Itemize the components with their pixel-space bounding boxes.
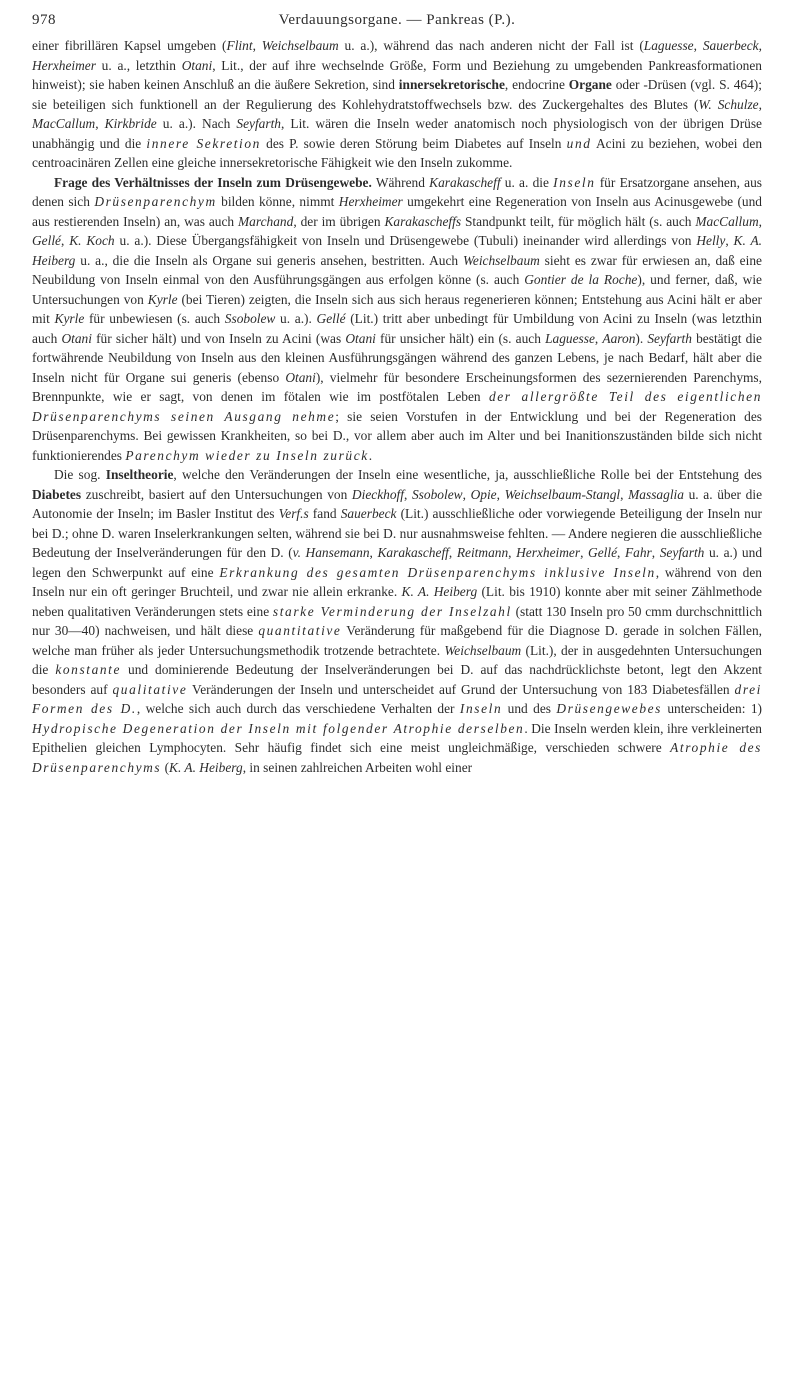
author-name: Kyrle [147, 291, 178, 307]
text-run: , [580, 545, 589, 560]
text-run: , während von den Inseln nur ein oft geringer Bruchteil, und zwar nie allein erkranke. [32, 564, 762, 599]
text-run: . Die Inseln werden klein, ihre verkleinerten Epithelien gleichen Lymphocyten. Sehr häufig findet sich eine meist ungleichmäßige, verschieden schwere [32, 720, 762, 755]
text-run: ). [635, 330, 648, 346]
author-name: Herxheimer [338, 194, 403, 209]
text-run: , welche den Veränderungen der Inseln eine wesentliche, ja, ausschließliche Rolle bei der Entstehung des [173, 467, 762, 482]
text-run: (Lit.) ausschließliche oder vorwiegende Beteiligung der Inseln nur bei D.; ohne D. waren Inselerkrankungen selten, während sie bei D. nur ausnahmsweise fehlten. — Andere negieren die ausschließliche Bedeutung der Inselveränderungen für den D. ( [32, 506, 762, 560]
text-run: , [462, 486, 471, 502]
author-name: K. A. Heiberg [169, 759, 243, 775]
text-run: ), und ferner, daß, wie Untersuchungen von [32, 272, 762, 307]
author-name: Reitmann [456, 545, 509, 560]
text-run: für unbewiesen (s. auch [84, 311, 225, 326]
text-run: , [369, 545, 378, 560]
spaced-emphasis: starke Verminderung der Inselzahl [272, 603, 512, 619]
author-name: Otani [181, 57, 213, 73]
spaced-emphasis: der allergrößte Teil des eigentlichen Drüsenparenchyms seinen Ausgang nehme [32, 389, 762, 424]
text-run: für unsicher hält) ein (s. auch [375, 330, 546, 346]
text-run: (Lit.), der in ausgedehnten Untersuchungen die [32, 642, 762, 677]
text-run: sieht es zwar für erwiesen an, daß eine Neubildung von Inseln einmal von den Ausführungsgängen aus erfolgen könne (s. auch [32, 252, 762, 287]
text-run: Acini zu beziehen, wobei den centroacinären Zellen eine gleiche innersekretorische Fähigkeit wie den Inseln zukomme. [32, 135, 763, 170]
author-name: Weichselbaum [261, 38, 339, 53]
text-run: , [617, 545, 625, 560]
author-name: Flint [226, 38, 253, 53]
author-name: Opie [470, 486, 497, 502]
text-run: , [758, 213, 762, 229]
spaced-emphasis: Atrophie des Drüsenparenchyms [32, 740, 762, 775]
spaced-emphasis: Drüsenparenchym [94, 194, 217, 209]
text-run: , [651, 545, 660, 560]
text-run: u. a., die die Inseln als Organe sui generis ansehen, bestritten. Auch [75, 252, 463, 268]
text-run: ; sie seien Vorstufen in der Entwicklung und bei der Regeneration des Drüsenparenchyms. Bei gewissen Krankheiten, so bei D., vor allem aber auch im Alter und bei Inanitionszuständen bilde sich nicht funktionierendes [32, 408, 762, 463]
author-name: W. Schulze [698, 96, 759, 112]
author-name: Seyfarth [659, 545, 705, 560]
text-run: , [620, 486, 629, 502]
author-name: v. Hansemann [292, 545, 370, 560]
text-run: bilden könne, nimmt [216, 194, 339, 209]
text-run: zuschreibt, basiert auf den Untersuchungen von [81, 486, 352, 502]
author-name: K. A. Heiberg [401, 584, 478, 599]
text-run: , [448, 545, 457, 560]
author-name: Sauerbeck [340, 506, 397, 521]
author-name: Laguesse [643, 38, 694, 53]
spaced-emphasis: Drüsengewebes [556, 701, 662, 716]
text-run: Veränderungen der Inseln und unterscheidet auf Grund der Untersuchung von 183 Diabetesfällen [187, 681, 735, 697]
author-name: Helly [696, 233, 726, 248]
spaced-emphasis: konstante [55, 662, 122, 677]
spaced-emphasis: und [566, 135, 592, 151]
author-name: Otani [61, 330, 92, 346]
bold-term: Organe [568, 77, 612, 92]
text-run: , [61, 233, 70, 248]
author-name: K. Koch [69, 233, 115, 248]
author-name: Ssobolew [224, 311, 276, 326]
text-run: Während [371, 174, 430, 190]
author-name: Weichselbaum [462, 252, 540, 268]
running-head: Verdauungsorgane. — Pankreas (P.). [278, 12, 516, 28]
text-run: und dominierende Bedeutung der Inselveränderungen bei D. auf das nachdrücklichste betont, legt den Akzent besonders auf [32, 662, 762, 697]
author-name: Herxheimer [516, 545, 581, 560]
author-name: K. A. Heiberg [32, 233, 762, 268]
author-name: Weichselbaum [444, 642, 522, 658]
author-name: Gellé [316, 311, 346, 326]
bold-term: Diabetes [32, 486, 82, 502]
spaced-emphasis: Inseln [553, 174, 596, 190]
text-run: u. a.), während das nach anderen nicht der Fall ist ( [338, 38, 644, 53]
text-run: . [368, 447, 373, 463]
author-name: Gellé [588, 545, 618, 560]
author-name: Herxheimer [32, 57, 96, 73]
author-name: Sauerbeck [702, 38, 759, 53]
author-name: Laguesse [545, 330, 595, 346]
text-run: für Ersatzorgane ansehen, aus denen sich [32, 174, 762, 209]
text-run: , in seinen zahlreichen Arbeiten wohl einer [242, 759, 473, 775]
author-name: Aaron [602, 330, 636, 346]
text-run: einer fibrillären Kapsel umgeben ( [32, 38, 227, 53]
author-name: MacCallum [32, 116, 96, 131]
text-run: , [725, 233, 734, 248]
author-name: Ssobolew [411, 486, 463, 502]
author-name: Fahr [624, 545, 652, 560]
text-run: und des [502, 701, 557, 716]
text-run: , Lit., der auf ihre wechselnde Größe, Form und Beziehung zu umgebenden Pankreasformationen hinweist); sie haben keinen Anschluß an die äußere Sekretion, sind [32, 57, 763, 92]
author-name: Massaglia [628, 486, 684, 502]
spaced-emphasis: Parenchym wieder zu Inseln zurück [125, 447, 369, 463]
text-run: fand [308, 506, 341, 521]
author-name: Karakascheff [429, 174, 501, 190]
text-run: oder -Drüsen (vgl. S. 464); sie beteiligen sich funktionell an der Regulierung des Kohlehydratstoffwechsels bzw. des Zuckergehaltes des Blutes ( [32, 77, 762, 112]
spaced-emphasis: qualitative [112, 681, 188, 697]
text-run: u. a.). [275, 311, 317, 326]
text-run: , [758, 96, 762, 112]
paragraph [32, 465, 762, 777]
text-run: bestätigt die fortwährende Neubildung von Inseln aus den kleinen Ausführungsgängen während des ganzen Lebens, je nach Bedarf, hält aber die Inseln nicht für Organe sui generis (ebenso [32, 330, 762, 385]
text-run: , endocrine [504, 77, 569, 92]
text-run: (statt 130 Inseln pro 50 cmm durchschnittlich nur 30—40) nachweisen, und hält diese [32, 603, 763, 638]
text-run: (Lit.) tritt aber unbedingt für Umbildung von Acini zu Inseln (was letzthin auch [32, 311, 762, 346]
author-name: Karakascheff [377, 545, 449, 560]
page-number: 978 [32, 12, 56, 28]
text-run: , [496, 486, 505, 502]
text-run: für sicher hält) und von Inseln zu Acini (was [91, 330, 346, 346]
text-run: , [95, 116, 105, 131]
text-run: , [758, 38, 762, 53]
author-name: Karakascheffs [384, 213, 462, 229]
text-run: (bei Tieren) zeigten, die Inseln sich aus sich heraus regenerieren können; Entstehung aus Acini hält er aber mit [32, 291, 762, 326]
text-run: , der im übrigen [293, 213, 385, 229]
spaced-emphasis: Erkrankung des gesamten Drüsenparenchyms inklusive Inseln [219, 564, 656, 580]
author-name: Weichselbaum-Stangl [504, 486, 621, 502]
spaced-emphasis: drei Formen des D. [32, 681, 763, 716]
author-name: Marchand [238, 213, 294, 229]
text-run: u. a.). Diese Übergangsfähigkeit von Inseln und Drüsengewebe (Tubuli) ineinander wird allerdings von [114, 233, 697, 248]
text-run: u. a.) und legen den Schwerpunkt auf eine [32, 545, 763, 580]
spaced-emphasis: Hydropische Degeneration der Inseln mit folgender Atrophie derselben [32, 720, 525, 736]
body-text [32, 36, 762, 777]
page-header [32, 10, 762, 36]
text-run: , [403, 486, 412, 502]
text-run: ( [161, 759, 170, 775]
author-name: Seyfarth [236, 116, 281, 131]
spaced-emphasis: quantitative [258, 623, 342, 638]
text-run: unterscheiden: 1) [661, 701, 762, 716]
text-run: umgekehrt eine Regeneration von Inseln aus Acinusgewebe (und aus restierenden Inseln) an, was auch [32, 194, 763, 229]
author-name: Gontier de la Roche [524, 272, 638, 287]
author-name: Seyfarth [647, 330, 692, 346]
paragraph [32, 36, 762, 173]
text-run: , [508, 545, 517, 560]
author-name: Dieckhoff [351, 486, 404, 502]
spaced-emphasis: Inseln [459, 701, 503, 716]
author-name: Otani [285, 369, 316, 385]
text-run: , [594, 330, 603, 346]
bold-term: innersekretorische [398, 77, 505, 92]
text-run: ), vielmehr für besondere Erscheinungsformen des sezernierenden Parenchyms, Brennpunkte, wie er sagt, von denen im fötalen wie im postfötalen Leben [32, 369, 762, 404]
author-name: Kirkbride [104, 116, 157, 131]
spaced-emphasis: innere Sekretion [146, 135, 261, 151]
author-name: Otani [345, 330, 376, 346]
author-name: Kyrle [54, 311, 85, 326]
text-run: u. a., letzthin [95, 57, 182, 73]
author-name: Verf.s [278, 506, 309, 521]
text-run: Standpunkt teilt, für möglich hält (s. auch [461, 213, 696, 229]
text-run: , [693, 38, 703, 53]
text-run: Veränderung für maßgebend für die Diagnose D. gerade in solchen Fällen, welche man früher als jeder Untersuchungsmethodik trotzende betrachtete. [32, 623, 762, 658]
author-name: Gellé [32, 233, 61, 248]
text-run: u. a.). Nach [156, 116, 237, 131]
author-name: MacCallum [695, 213, 759, 229]
text-run: , [252, 38, 262, 53]
text-run: u. a. die [500, 174, 554, 190]
bold-term: Frage des Verhältnisses der Inseln zum Drüsengewebe. [54, 174, 372, 190]
text-run: Die sog. [54, 467, 106, 482]
text-run: des P. sowie deren Störung beim Diabetes auf Inseln [260, 135, 567, 151]
bold-term: Inseltheorie [105, 467, 174, 482]
text-run: , welche sich auch durch das verschiedene Verhalten der [136, 701, 460, 716]
text-run: (Lit. bis 1910) konnte aber mit seiner Zählmethode neben qualitativen Veränderungen stets eine [32, 584, 762, 619]
text-run: , Lit. wären die Inseln weder anatomisch noch physiologisch von der übrigen Drüse unabhängig und die [32, 116, 763, 151]
paragraph [32, 173, 762, 466]
text-run: u. a. über die Autonomie der Inseln; im Basler Institut des [32, 486, 763, 521]
